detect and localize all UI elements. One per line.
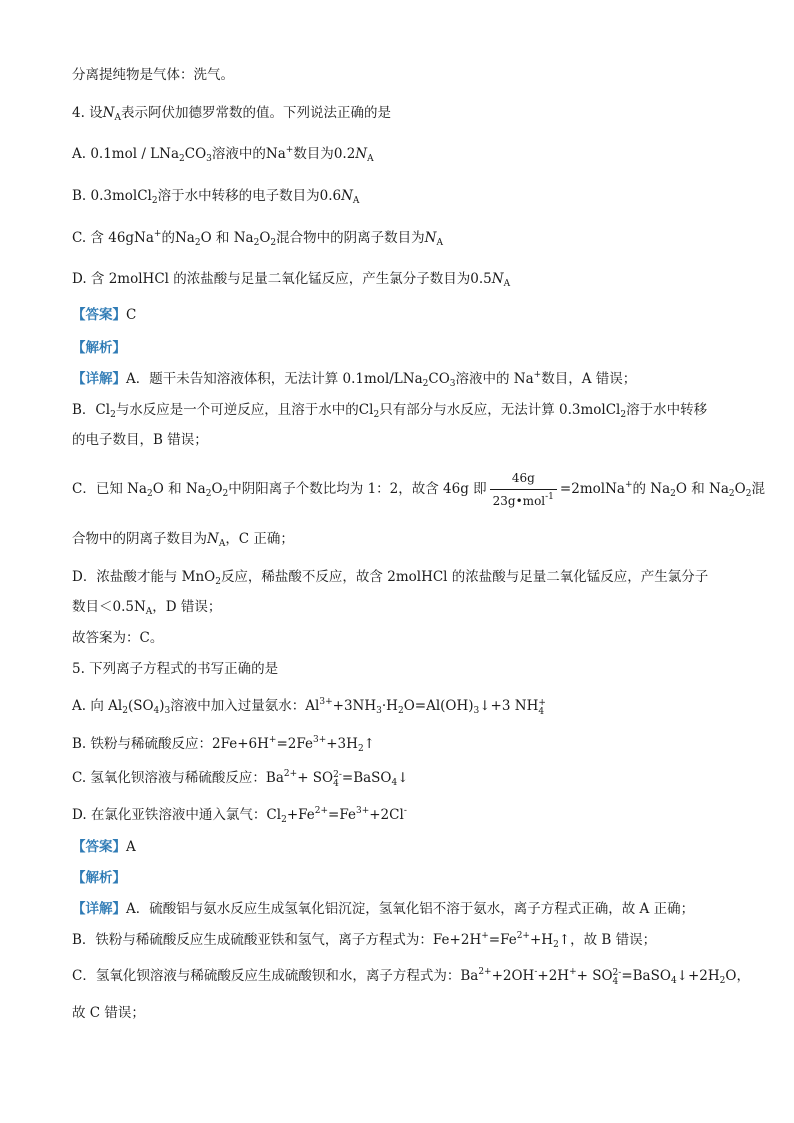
detail-line: 数目$<0.5N_A$，D 错误；: [72, 599, 222, 617]
question-5-option-b: B. 铁粉与稀硫酸反应：$2Fe+6H^+=2Fe^{3+}+3H_2↑$: [72, 735, 375, 754]
analysis-heading: 【解析】: [72, 870, 126, 886]
detail-line: B．铁粉与稀硫酸反应生成硫酸亚铁和氢气，离子方程式为：$Fe+2H^+=Fe^{2+}+H_2↑$，故 B 错误；: [72, 931, 657, 950]
question-4-option-d: D. 含 2molHCl 的浓盐酸与足量二氧化锰反应，产生氯分子数目为$0.5N_A$: [72, 271, 511, 289]
detail-line: 故 C 错误；: [72, 1005, 145, 1021]
fraction: $\frac{46g}{23g•mol^{-1}}$: [490, 469, 557, 510]
detail-line: 合物中的阴离子数目为$N_A$，C 正确；: [72, 531, 294, 549]
answer-line: 【答案】C: [72, 307, 137, 323]
detail-line: C．氢氧化钡溶液与稀硫酸反应生成硫酸钡和水，离子方程式为：$Ba^{2+}+2OH^-+2H^++$ SO 2- 4 $=BaSO_4↓+2H_2O$，: [72, 967, 750, 987]
detail-line-fraction: C．已知 $Na_2O$ 和 $Na_2O_2$中阴阳离子个数比均为 1：2，故含 46g 即 $\frac{46g}{23g•mol^{-1}}$ =2molNa+的 $Na_2O$ 和 $Na_2O_2$混: [72, 471, 765, 508]
analysis-heading: 【解析】: [72, 340, 126, 356]
question-5-option-a: A. 向 $Al_2(SO_4)_3$溶液中加入过量氨水：$Al^{3+}+3NH_3\cdot H_2O=Al(OH)_3↓+3$ NH + 4: [72, 697, 546, 717]
detail-line: 【详解】A．题干未告知溶液体积，无法计算 $0.1mol/LNa_2CO_3$溶液中的 Na+数目，A 错误；: [72, 370, 637, 389]
question-5-stem: 5. 下列离子方程式的书写正确的是: [72, 661, 279, 677]
question-5-option-c: C. 氢氧化钡溶液与稀硫酸反应：$Ba^{2+}+$ SO 2- 4 =BaSO$_4$↓: [72, 769, 409, 789]
text-line: 分离提纯物是气体：洗气。: [72, 67, 234, 83]
question-4-option-a: A. $0.1mol / LNa_2CO_3$溶液中的Na+数目为$0.2N_A$: [72, 145, 374, 164]
answer-line: 【答案】A: [72, 839, 136, 855]
detail-line: B．$Cl_2$与水反应是一个可逆反应，且溶于水中的$Cl_2$只有部分与水反应，无法计算 0.3molCl$_2$溶于水中转移: [72, 402, 708, 420]
question-4-stem: 4. 设$N_A$表示阿伏加德罗常数的值。下列说法正确的是: [72, 105, 391, 123]
question-5-option-d: D. 在氯化亚铁溶液中通入氯气：$Cl_2+Fe^{2+}=Fe^{3+}+2Cl^-$: [72, 806, 407, 825]
detail-line: 【详解】A．硫酸铝与氨水反应生成氢氧化铝沉淀，氢氧化铝不溶于氨水，离子方程式正确，故 A 正确；: [72, 901, 695, 917]
detail-line: 故答案为：C。: [72, 630, 164, 646]
detail-line: 的电子数目，B 错误；: [72, 432, 208, 448]
question-4-option-b: B. 0.3molCl$_2$溶于水中转移的电子数目为$0.6N_A$: [72, 188, 360, 206]
question-4-option-c: C. 含 46gNa+的$Na_2O$ 和 $Na_2O_2$混合物中的阴离子数目为$N_A$: [72, 229, 443, 248]
detail-line: D．浓盐酸才能与 MnO$_2$反应，稀盐酸不反应，故含 2molHCl 的浓盐酸与足量二氧化锰反应，产生氯分子: [72, 569, 709, 587]
